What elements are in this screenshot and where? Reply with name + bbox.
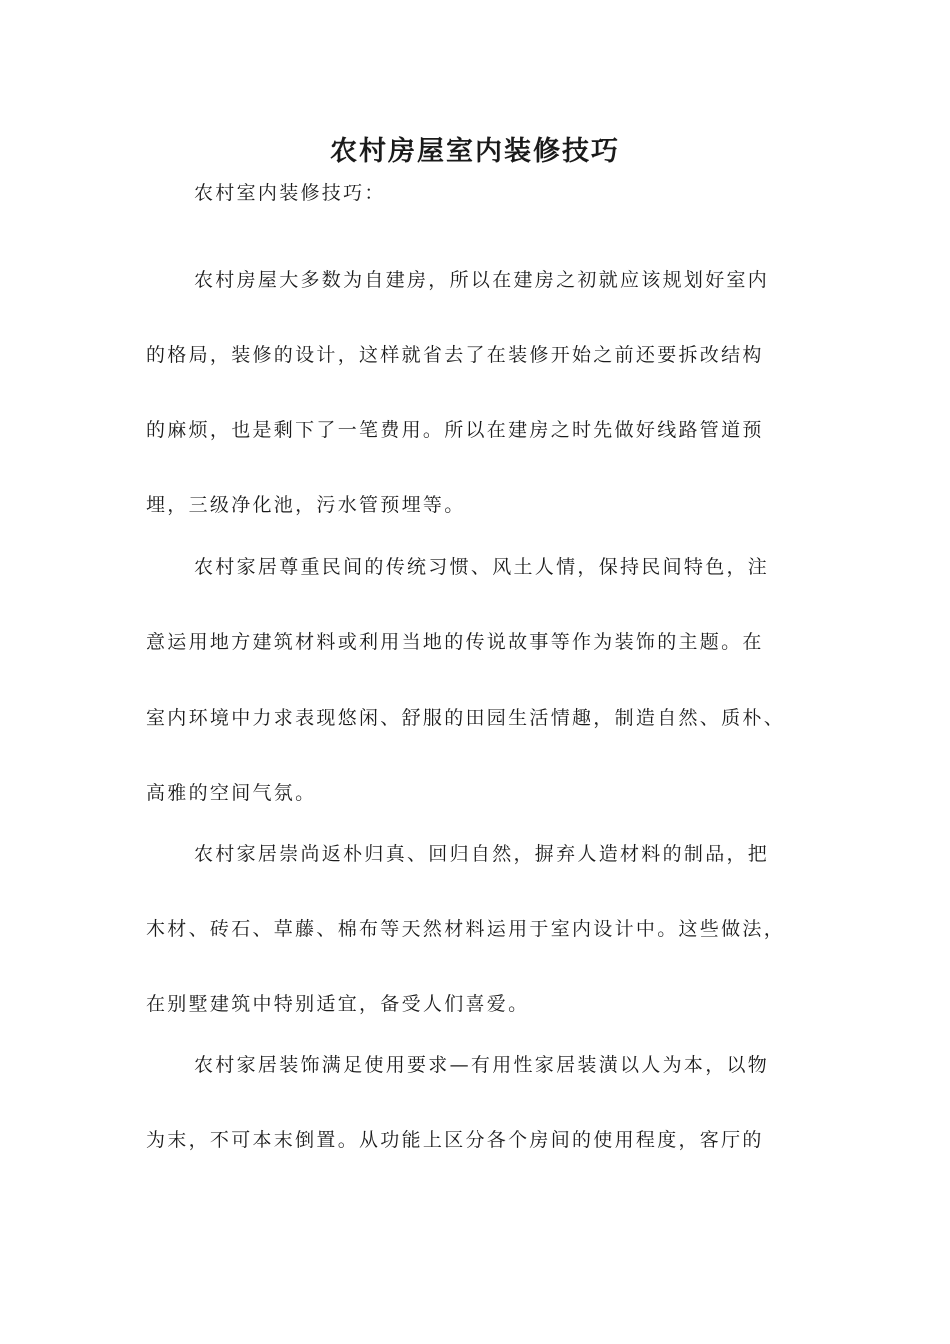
paragraph-line: 的麻烦，也是剩下了一笔费用。所以在建房之时先做好线路管道预	[146, 419, 764, 441]
paragraph-line: 农村家居装饰满足使用要求—有用性家居装潢以人为本，以物	[194, 1054, 770, 1076]
paragraph-line: 农村房屋大多数为自建房，所以在建房之初就应该规划好室内	[194, 269, 770, 291]
section-heading: 农村室内装修技巧：	[194, 182, 386, 204]
paragraph-line: 为末，不可本末倒置。从功能上区分各个房间的使用程度，客厅的	[146, 1129, 764, 1151]
paragraph-line: 高雅的空间气氛。	[146, 782, 317, 804]
paragraph-line: 在别墅建筑中特别适宜，备受人们喜爱。	[146, 993, 530, 1015]
paragraph-line: 的格局，装修的设计，这样就省去了在装修开始之前还要拆改结构	[146, 344, 764, 366]
paragraph-line: 埋，三级净化池，污水管预埋等。	[146, 494, 466, 516]
paragraph-line: 意运用地方建筑材料或利用当地的传说故事等作为装饰的主题。在	[146, 631, 764, 653]
document-title: 农村房屋室内装修技巧	[330, 136, 620, 167]
paragraph-line: 农村家居崇尚返朴归真、回归自然，摒弃人造材料的制品，把	[194, 843, 770, 865]
paragraph-line: 室内环境中力求表现悠闲、舒服的田园生活情趣，制造自然、质朴、	[146, 707, 786, 729]
paragraph-line: 木材、砖石、草藤、棉布等天然材料运用于室内设计中。这些做法，	[146, 918, 786, 940]
paragraph-line: 农村家居尊重民间的传统习惯、风土人情，保持民间特色，注	[194, 556, 770, 578]
